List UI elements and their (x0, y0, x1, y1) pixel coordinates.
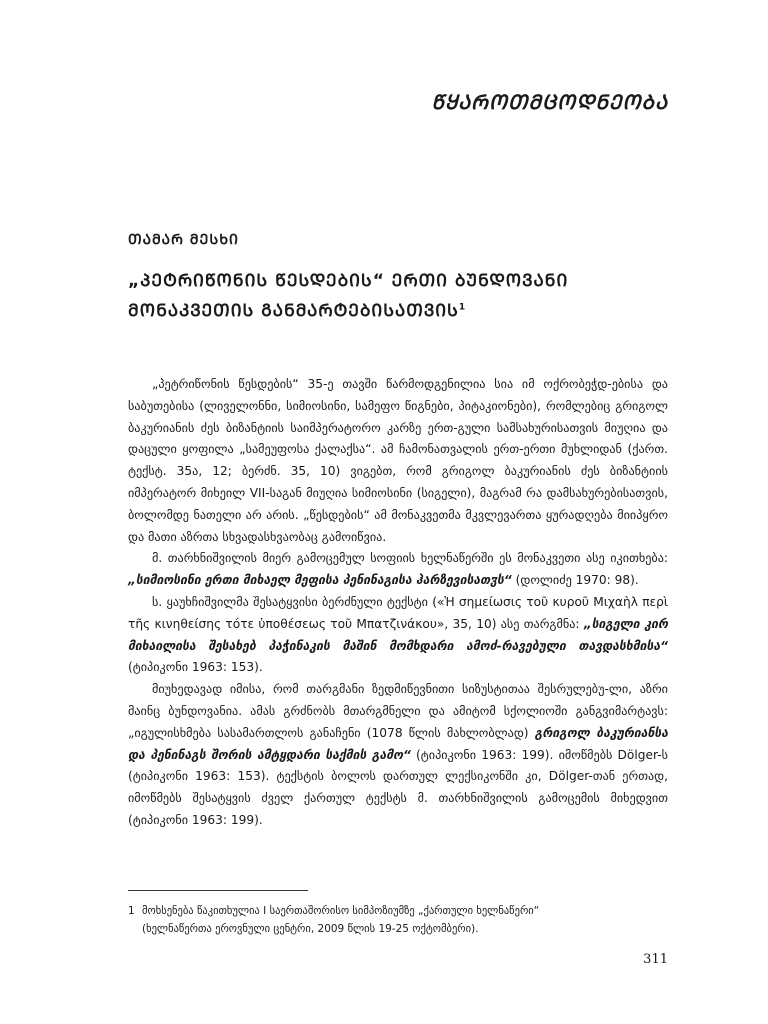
footnote-divider (128, 890, 308, 891)
article-title (128, 266, 668, 326)
body-paragraph-2-citation: (დოლიძე 1970: 98). (511, 573, 639, 588)
page-number: 311 (643, 952, 668, 967)
section-header: ᲬᲧᲐᲠᲝᲗᲛᲪᲝᲓᲜᲔᲝᲑᲐ (431, 90, 668, 114)
body-paragraph-2 (128, 548, 668, 592)
article-title-line-1: „ᲞᲔᲢᲠᲘᲬᲝᲜᲘᲡ ᲬᲔᲡᲓᲔᲑᲘᲡ“ ᲔᲠᲗᲘ ᲑᲣᲜᲓᲝᲕᲐᲜᲘ (128, 271, 569, 291)
body-paragraph-3-text: ს. ყაუხჩიშვილმა შესატყვისი ბერძნული ტექსტი («Ἡ σημείωσις τοῦ κυροῦ Μιχαὴλ περὶ τῆς κινηθείσης τότε ὑποθέσεως τοῦ Μπατζινάκου», 35, 10) ასე თარგმნა: (128, 594, 668, 631)
body-paragraph-4 (128, 679, 668, 832)
article-title-line-2-text: ᲛᲝᲜᲐᲙᲕᲔᲗᲘᲡ ᲒᲐᲜᲛᲐᲠᲢᲔᲑᲘᲡᲐᲗᲕᲘᲡ (128, 301, 459, 321)
body-paragraph-4-text: მიუხედავად იმისა, რომ თარგმანი ზედმიწევნითი სიზუსტითაა შესრულებუ-ლი, აზრი მაინც ბუნდოვანია. ამას გრძნობს მთარგმნელი და ამიტომ სქოლიოში განგვიმარტავს: „იგულისხმება სასამართლოს განაჩენი (1078 წლის მახლობლად) (128, 682, 668, 740)
body-paragraph-4-continuation: (ტიპიკონი 1963: 199). იმოწმებს Dölger-ს (ტიპიკონი 1963: 153). ტექსტის ბოლოს დართულ ლექსიკონში კი, Dölger-თან ერთად, იმოწმებს შესატყვის ძველ ქართულ ტექსტს მ. თარხნიშვილის გამოცემის მიხედვით (ტიპიკონი 1963: 199). (128, 747, 668, 827)
body-paragraph-4-quote: გრიგოლ ბაკურიანსა და პენინაგს შორის ამტყდარი საქმის გამო“ (128, 725, 668, 762)
article-author: ᲗᲐᲛᲐᲠ ᲛᲔᲡᲮᲘ (128, 232, 239, 248)
body-paragraph-3-quote: „სიგელი კირ მიხაილისა შესახებ პაჭინაკის მაშინ მომხდარი ამოძ-რავებული თავდასხმისა“ (128, 616, 669, 653)
footnote-line-1: მოხსენება წაკითხულია I საერთაშორისო სიმპოზიუმზე „ქართული ხელნაწერი“ (142, 905, 540, 917)
footnote-line-2: (ხელნაწერთა ეროვნული ცენტრი, 2009 წლის 19-25 ოქტომბერი). (142, 923, 479, 935)
body-paragraph-1 (128, 374, 668, 548)
article-body (128, 374, 668, 832)
body-paragraph-3-citation: (ტიპიკონი 1963: 153). (128, 660, 263, 675)
body-paragraph-2-text: მ. თარხნიშვილის მიერ გამოცემულ სოფიის ხელნაწერში ეს მონაკვეთი ასე იკითხება: (152, 551, 668, 566)
title-footnote-mark[interactable]: 1 (458, 302, 467, 313)
body-paragraph-1-text: „პეტრიწონის წესდების“ 35-ე თავში წარმოდგენილია სია იმ ოქრობეჭდ-ებისა და საბუთებისა (ლიველონნი, სიმიოსინი, სამეფო წიგნები, პიტაკიონები), რომლებიც გრიგოლ ბაკურიანის ძეს ბიზანტიის საიმპერატორო კარზე ერთ-გული სამსახურისათვის მიუღია და დაცული ყოფილა „სამეუფოსა ქალაქსა“. ამ ჩამონათვალის ერთ-ერთი მუხლიდან (ქართ. ტექსტ. 35ა, 12; ბერძნ. 35, 10) ვიგებთ, რომ გრიგოლ ბაკურიანის ძეს ბიზანტიის იმპერატორ მიხეილ VII-საგან მიუღია სიმიოსინი (სიგელი), მაგრამ რა დამსახურებისათვის, ბოლომდე ნათელი არ არის. „წესდების“ ამ მონაკვეთმა მკვლევართა ყურადღება მიიპყრო და მათი აზრთა სხვადასხვაობაც გამოიწვია. (128, 377, 668, 544)
body-paragraph-2-quote: „სიმიოსინი ერთი მიხაელ მეფისა პენინაგისა ჰარზევისათჳს“ (128, 573, 512, 588)
article-title-line-2 (128, 296, 668, 326)
footnote (128, 902, 668, 938)
body-paragraph-3 (128, 592, 668, 679)
footnote-number: 1 (128, 905, 135, 917)
